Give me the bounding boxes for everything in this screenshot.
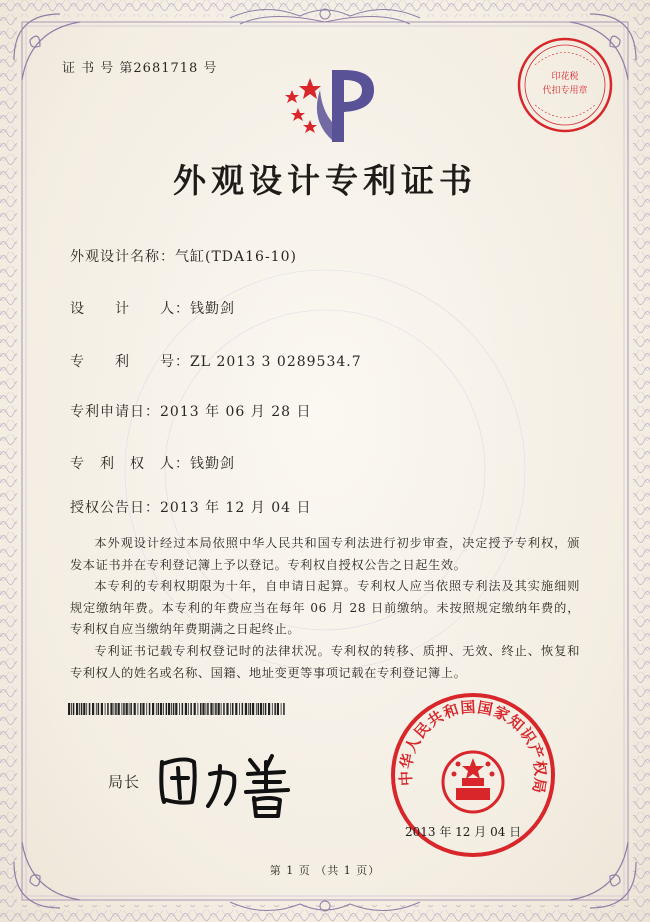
grant-date-field: 授权公告日：2013 年 12 月 04 日 bbox=[70, 500, 312, 516]
barcode-bar bbox=[265, 703, 267, 715]
barcode-bar bbox=[101, 703, 103, 715]
barcode-bar bbox=[114, 703, 115, 715]
barcode-bar bbox=[215, 703, 217, 715]
barcode-bar bbox=[173, 703, 175, 715]
barcode-bar bbox=[68, 703, 70, 715]
barcode-bar bbox=[226, 703, 228, 715]
sipo-logo-icon bbox=[270, 60, 390, 150]
barcode-bar bbox=[283, 703, 285, 715]
barcode-bar bbox=[239, 703, 240, 715]
barcode-bar bbox=[272, 703, 273, 715]
barcode-bar bbox=[200, 703, 202, 715]
barcode-bar bbox=[122, 703, 123, 715]
barcode-bar bbox=[105, 703, 106, 715]
barcode-bar bbox=[263, 703, 264, 715]
barcode-bar bbox=[96, 703, 97, 715]
barcode-bar bbox=[81, 703, 83, 715]
barcode-bar bbox=[194, 703, 196, 715]
body-paragraph-2: 本专利的专利权期限为十年，自申请日起算。专利权人应当依照专利法及其实施细则规定缴纳年费。本专利的年费应当在每年 06 月 28 日前缴纳。未按照规定缴纳年费的，专利权自应当缴纳年费期满之日起终止。 bbox=[70, 579, 580, 636]
barcode-bar bbox=[118, 703, 120, 715]
page-footer: 第 1 页 （共 1 页） bbox=[269, 864, 381, 877]
tax-stamp-seal bbox=[515, 35, 615, 135]
barcode-bar bbox=[73, 703, 75, 715]
barcode-bar bbox=[250, 703, 252, 715]
barcode-bar bbox=[89, 703, 91, 715]
barcode-bar bbox=[214, 703, 215, 715]
barcode-bar bbox=[158, 703, 160, 715]
barcode-bar bbox=[83, 703, 85, 715]
barcode-bar bbox=[130, 703, 132, 715]
barcode-bar bbox=[123, 703, 125, 715]
barcode-bar bbox=[134, 703, 136, 715]
barcode-bar bbox=[277, 703, 279, 715]
barcode-bar bbox=[258, 703, 260, 715]
filing-date-field: 专利申请日：2013 年 06 月 28 日 bbox=[70, 404, 312, 420]
barcode-bar bbox=[175, 703, 177, 715]
barcode-bar bbox=[98, 703, 100, 715]
barcode-bar bbox=[274, 703, 276, 715]
barcode-bar bbox=[256, 703, 257, 715]
barcode-bar bbox=[198, 703, 199, 715]
barcode-bar bbox=[252, 703, 254, 715]
barcode-bar bbox=[188, 703, 189, 715]
barcode-bar bbox=[86, 703, 87, 715]
barcode-bar bbox=[71, 703, 72, 715]
barcode-bar bbox=[168, 703, 170, 715]
barcode-bar bbox=[179, 703, 180, 715]
barcode-bar bbox=[185, 703, 187, 715]
director-label: 局长 bbox=[108, 773, 141, 791]
barcode-bar bbox=[221, 703, 222, 715]
barcode-bar bbox=[138, 703, 139, 715]
barcode-bar bbox=[166, 703, 168, 715]
barcode-bar bbox=[171, 703, 172, 715]
barcode-bar bbox=[210, 703, 212, 715]
patentee-field: 专 利 权 人：钱勤剑 bbox=[70, 456, 235, 472]
barcode-bar bbox=[76, 703, 78, 715]
svg-text:代扣专用章: 代扣专用章 bbox=[542, 86, 588, 96]
barcode-bar bbox=[260, 703, 262, 715]
page-title: 外观设计专利证书 bbox=[173, 161, 477, 200]
barcode-bar bbox=[268, 703, 270, 715]
barcode-bar bbox=[163, 703, 164, 715]
barcode-bar bbox=[190, 703, 192, 715]
barcode-bar bbox=[248, 703, 249, 715]
barcode-bar bbox=[207, 703, 209, 715]
design-name-field: 外观设计名称：气缸(TDA16-10) bbox=[70, 249, 297, 265]
barcode-bar bbox=[142, 703, 144, 715]
body-paragraph-1: 本外观设计经过本局依照中华人民共和国专利法进行初步审查，决定授予专利权，颁发本证书并在专利登记簿上予以登记。专利权自授权公告之日起生效。 bbox=[70, 536, 580, 572]
barcode-bar bbox=[107, 703, 109, 715]
barcode-bar bbox=[115, 703, 117, 715]
barcode-bar bbox=[126, 703, 128, 715]
barcode-bar bbox=[235, 703, 237, 715]
barcode-bar bbox=[182, 703, 184, 715]
barcode-bar bbox=[232, 703, 234, 715]
barcode bbox=[68, 703, 288, 715]
body-paragraph-3: 专利证书记载专利权登记时的法律状况。专利权的转移、质押、无效、终止、恢复和专利权人的姓名或名称、国籍、地址变更等事项记载在专利登记簿上。 bbox=[70, 644, 580, 680]
barcode-bar bbox=[281, 703, 282, 715]
barcode-bar bbox=[202, 703, 204, 715]
barcode-bar bbox=[160, 703, 162, 715]
barcode-bar bbox=[230, 703, 231, 715]
barcode-bar bbox=[223, 703, 225, 715]
barcode-bar bbox=[129, 703, 130, 715]
director-signature bbox=[150, 740, 310, 820]
barcode-bar bbox=[146, 703, 147, 715]
barcode-bar bbox=[156, 703, 157, 715]
barcode-bar bbox=[245, 703, 247, 715]
barcode-bar bbox=[110, 703, 112, 715]
barcode-bar bbox=[140, 703, 142, 715]
barcode-bar bbox=[218, 703, 220, 715]
barcode-bar bbox=[79, 703, 80, 715]
seal-date: 2013 年 12 月 04 日 bbox=[405, 825, 522, 839]
patent-number-field: 专 利 号：ZL 2013 3 0289534.7 bbox=[70, 354, 362, 370]
barcode-bar bbox=[92, 703, 94, 715]
svg-text:中华人民共和国国家知识产权局: 中华人民共和国国家知识产权局 bbox=[396, 698, 550, 796]
barcode-bar bbox=[149, 703, 151, 715]
designer-field: 设 计 人：钱勤剑 bbox=[70, 301, 235, 317]
barcode-bar bbox=[152, 703, 154, 715]
barcode-bar bbox=[206, 703, 207, 715]
certificate-number: 证 书 号 第2681718 号 bbox=[62, 61, 218, 76]
barcode-bar bbox=[242, 703, 244, 715]
svg-text:印花税: 印花税 bbox=[551, 72, 579, 82]
